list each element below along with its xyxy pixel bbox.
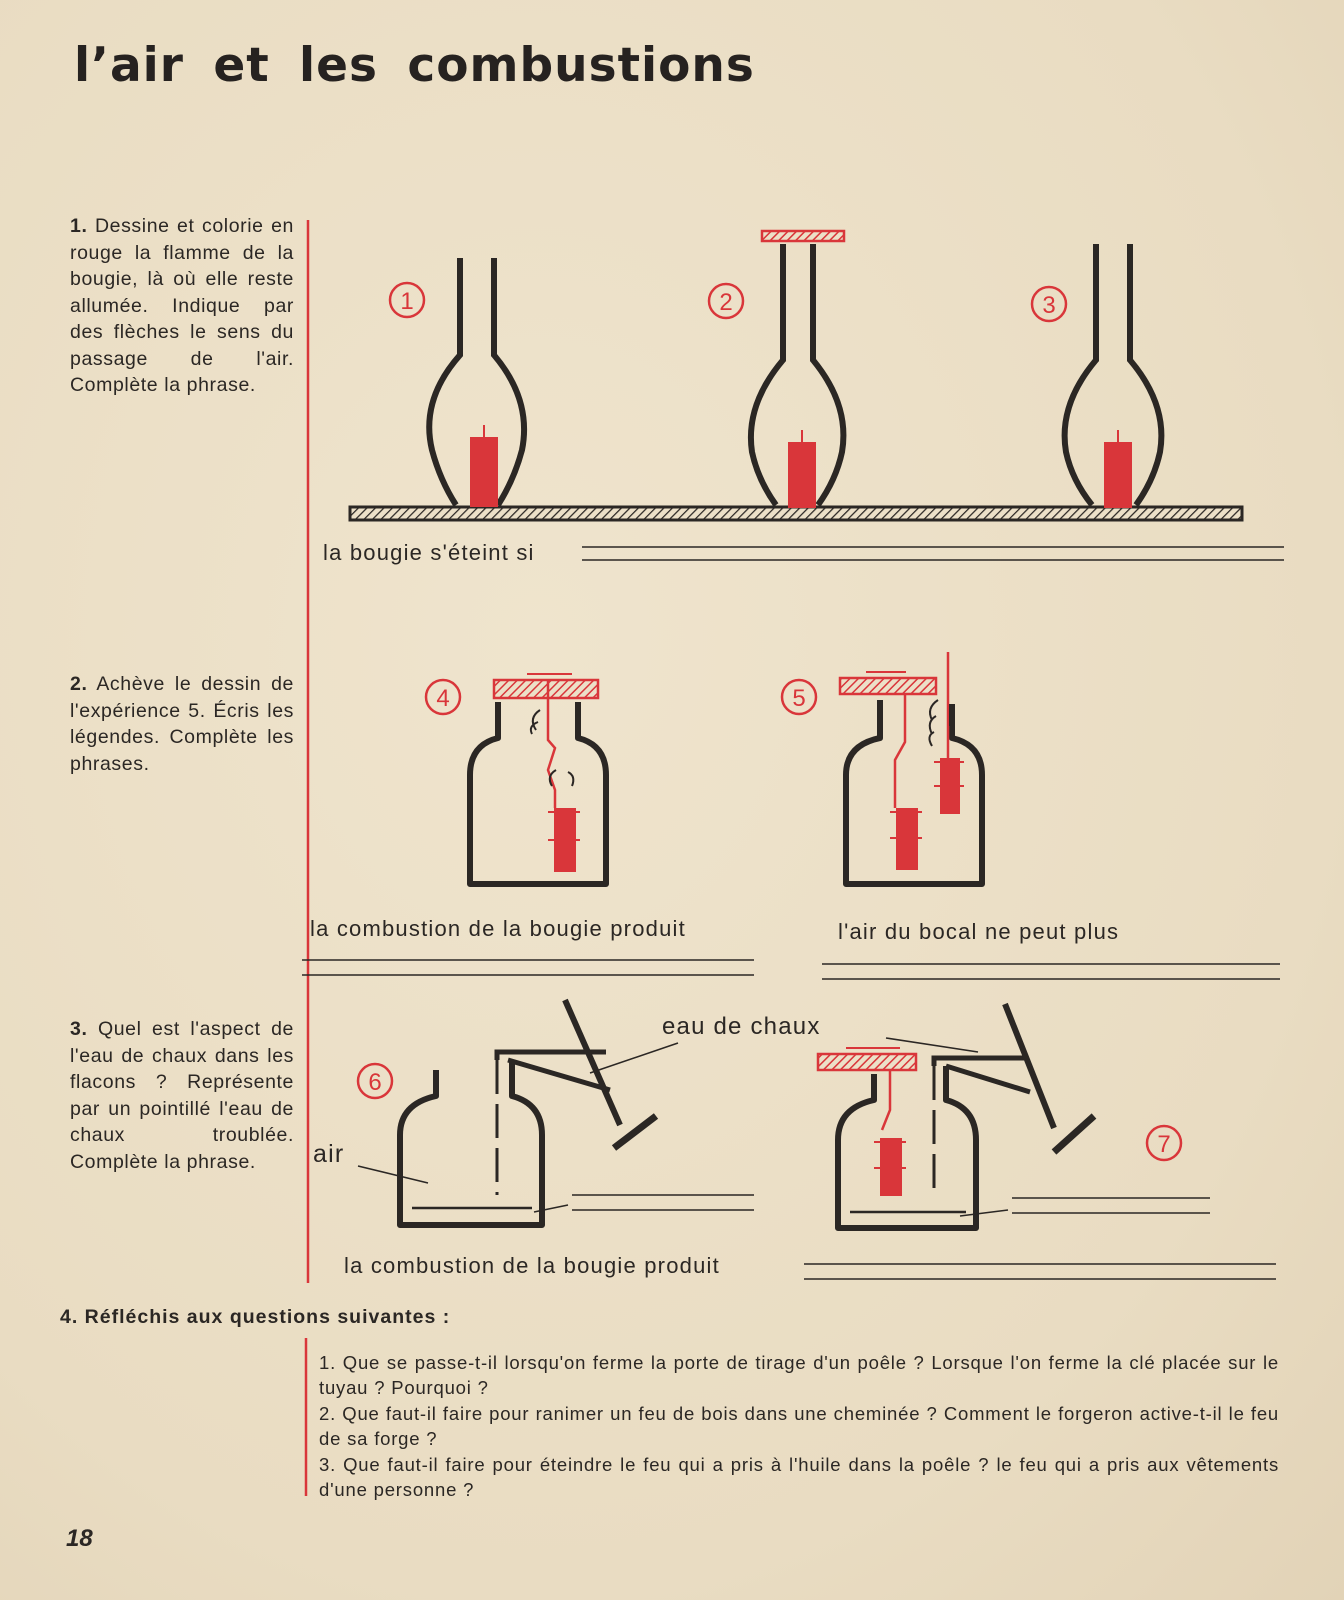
question-3: 3. Que faut-il faire pour éteindre le feu qui a pris à l'huile dans la poêle ? le feu qui a pris aux vêtements d'une personne ? xyxy=(319,1454,1279,1500)
flask-6 xyxy=(400,1060,542,1225)
exercise-2-caption-right: l'air du bocal ne peut plus xyxy=(838,919,1120,944)
label-lime-water: eau de chaux xyxy=(662,1013,821,1040)
exercise-4-heading: 4. Réfléchis aux questions suivantes : xyxy=(60,1306,451,1328)
candle-2 xyxy=(788,442,816,508)
page-title: l’air et les combustions xyxy=(74,38,755,93)
exercise-2-number: 2. xyxy=(70,673,88,695)
label-air: air xyxy=(313,1140,345,1168)
exercise-3-text: Quel est l'aspect de l'eau de chaux dans les flacons ? Représente par un pointillé l'eau de chaux troublée. Complète la phrase. xyxy=(70,1018,294,1173)
figure-label-7: 7 xyxy=(1157,1131,1171,1158)
figure-label-5: 5 xyxy=(792,685,806,712)
flask-7 xyxy=(838,1066,976,1228)
exercise-2-text: Achève le dessin de l'expérience 5. Écris les légendes. Complète les phrases. xyxy=(70,673,294,775)
question-2: 2. Que faut-il faire pour ranimer un feu de bois dans une cheminée ? Comment le forgeron active-t-il le feu de sa forge ? xyxy=(319,1403,1279,1449)
page-number: 18 xyxy=(66,1525,93,1552)
figure-label-1: 1 xyxy=(400,288,414,315)
lid-2 xyxy=(762,231,844,241)
figure-label-4: 4 xyxy=(436,685,450,712)
exercise-1-number: 1. xyxy=(70,215,88,237)
question-1: 1. Que se passe-t-il lorsqu'on ferme la porte de tirage d'un poêle ? Lorsque l'on ferme la clé placée sur le tuyau ? Pourquoi ? xyxy=(319,1352,1279,1398)
candle-3 xyxy=(1104,442,1132,508)
jar-5-lid xyxy=(840,678,936,694)
flask-7-wire xyxy=(882,1070,890,1130)
candle-1 xyxy=(470,437,498,507)
jar-4-lid xyxy=(494,680,598,698)
figure-label-6: 6 xyxy=(368,1069,382,1096)
exercise-1-caption: la bougie s'éteint si xyxy=(323,540,535,565)
jar-4 xyxy=(470,702,606,884)
flask-7-lid xyxy=(818,1054,916,1070)
figure-label-3: 3 xyxy=(1042,292,1056,319)
table-surface xyxy=(350,507,1242,520)
exercise-1-text: Dessine et colorie en rouge la flamme de la bougie, là où elle reste allumée. Indique par des flèches le sens du passage de l'air. Complète la phrase. xyxy=(70,215,294,396)
exercise-3-caption: la combustion de la bougie produit xyxy=(344,1253,720,1278)
exercise-3-number: 3. xyxy=(70,1018,88,1040)
exercise-4-questions xyxy=(319,1351,1279,1504)
figure-label-2: 2 xyxy=(719,289,733,316)
exercise-2-caption-left: la combustion de la bougie produit xyxy=(310,916,686,941)
jar-5-wire xyxy=(895,694,905,808)
